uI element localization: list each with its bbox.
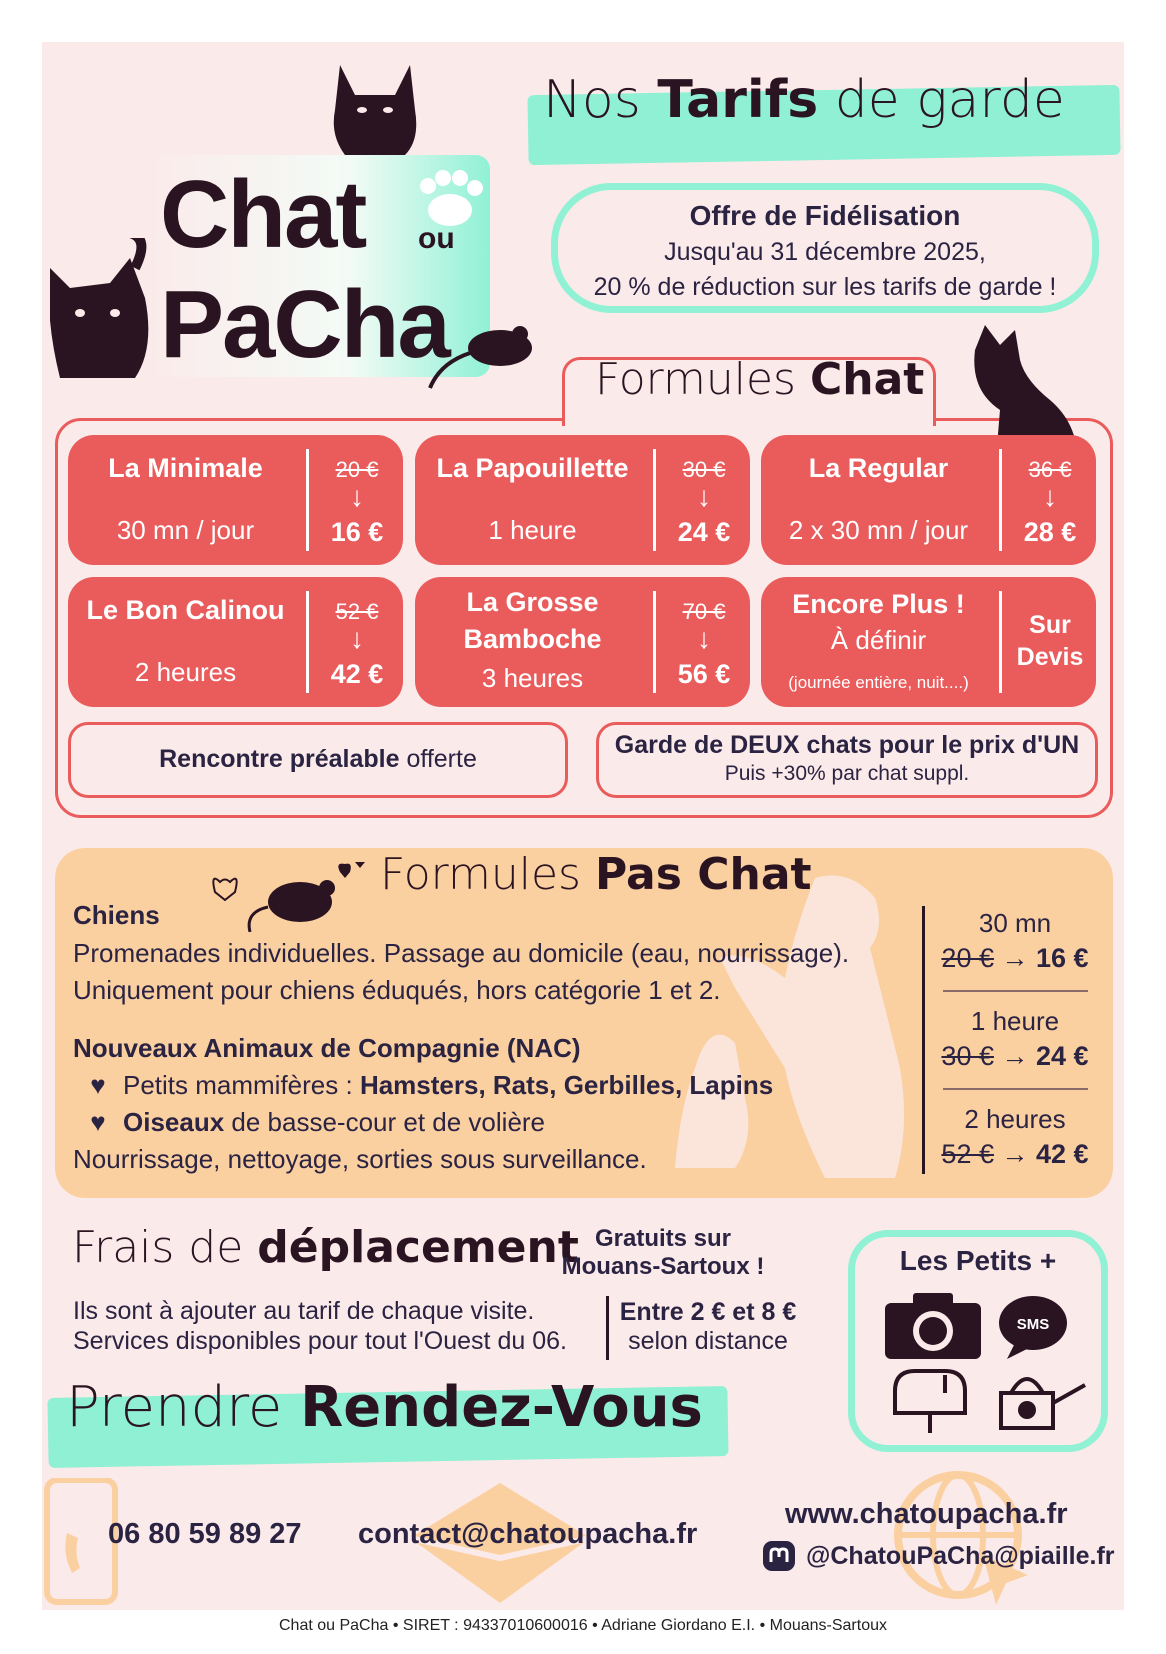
- mouse-hearts-illustration: [205, 862, 375, 932]
- price-separator: [943, 1088, 1088, 1090]
- heart-icon: ♥: [90, 1107, 106, 1137]
- pas-chat-price-30mn: [935, 908, 1095, 974]
- chiens-line1: Promenades individuelles. Passage au domicile (eau, nourrissage).: [73, 938, 850, 968]
- card-arrow: ↓: [697, 623, 711, 654]
- price-column-divider: [922, 906, 925, 1174]
- card-le-bon-calinou: [68, 577, 403, 707]
- nac-line3: Nourrissage, nettoyage, sorties sous surveillance.: [73, 1144, 647, 1174]
- card-arrow: ↓: [350, 481, 364, 512]
- logo-line1: Chat: [160, 161, 366, 268]
- two-cats-box: [596, 722, 1098, 798]
- card-divider: [306, 591, 309, 693]
- mastodon-icon: [762, 1540, 796, 1576]
- logo-line2: PaCha: [160, 271, 449, 378]
- nac-item-mammals: [73, 1070, 773, 1101]
- nac-title: Nouveaux Animaux de Compagnie (NAC): [73, 1033, 581, 1063]
- two-cats-sub: Puis +30% par chat suppl.: [724, 762, 970, 785]
- price-new: 24 €: [1036, 1041, 1089, 1071]
- card-name: La Minimale: [108, 453, 263, 483]
- card-duration: 3 heures: [481, 663, 584, 693]
- loyalty-line2: 20 % de réduction sur les tarifs de garde !: [593, 273, 1057, 301]
- logo-ou: ou: [418, 222, 455, 255]
- card-old-price: 20 €: [335, 457, 379, 482]
- rdv-title-pre: Prendre: [66, 1375, 283, 1440]
- peeking-cat-illustration: [50, 238, 150, 378]
- card-arrow: ↓: [1043, 481, 1057, 512]
- formules-chat-title-pre: Formules: [595, 354, 796, 405]
- loyalty-offer-box: [551, 183, 1099, 313]
- card-divider: [999, 449, 1002, 551]
- card-arrow: ↓: [350, 623, 364, 654]
- heart-icon: ♥: [90, 1070, 106, 1100]
- phone-number[interactable]: 06 80 59 89 27: [108, 1518, 302, 1550]
- card-duration: 30 mn / jour: [116, 515, 255, 545]
- card-new-price: 28 €: [1023, 517, 1077, 547]
- card-duration: 1 heure: [488, 515, 577, 545]
- formules-pas-chat-title-bold: Pas Chat: [594, 849, 812, 900]
- title-pre: Nos: [543, 70, 641, 130]
- globe-cursor-icon: [888, 1465, 1038, 1610]
- nac-item1-bold: Hamsters, Rats, Gerbilles, Lapins: [359, 1070, 774, 1100]
- frais-free-line1: Gratuits sur: [594, 1225, 732, 1252]
- frais-line2: Services disponibles pour tout l'Ouest du 06.: [73, 1327, 567, 1355]
- dog-silhouette-illustration: [675, 868, 975, 1178]
- formules-chat-title-bold: Chat: [809, 354, 925, 405]
- watering-can-icon: [993, 1363, 1093, 1435]
- card-duration: 2 x 30 mn / jour: [788, 515, 969, 545]
- price-old: 52 €: [941, 1139, 994, 1169]
- sms-icon: [995, 1293, 1075, 1361]
- price-duration: 2 heures: [964, 1104, 1066, 1134]
- card-name: Encore Plus !: [792, 589, 965, 619]
- loyalty-title: Offre de Fidélisation: [689, 200, 961, 231]
- card-subtitle: À définir: [830, 625, 927, 655]
- title-bold: Tarifs: [657, 70, 819, 130]
- petits-plus-title: Les Petits +: [899, 1245, 1057, 1276]
- card-old-price: 36 €: [1028, 457, 1072, 482]
- price-arrow: →: [1001, 1139, 1029, 1169]
- card-note: (journée entière, nuit....): [788, 673, 969, 692]
- formules-chat-title: [595, 354, 924, 405]
- chiens-line2: Uniquement pour chiens éduqués, hors catégorie 1 et 2.: [73, 975, 721, 1005]
- card-divider: [653, 449, 656, 551]
- loyalty-line1: Jusqu'au 31 décembre 2025,: [664, 238, 986, 266]
- page-title: [543, 70, 1065, 130]
- petits-plus-box: [848, 1230, 1108, 1452]
- pas-chat-price-1h: [935, 1006, 1095, 1072]
- price-new: 16 €: [1036, 943, 1089, 973]
- price-old: 30 €: [941, 1041, 994, 1071]
- card-old-price: 52 €: [335, 599, 379, 624]
- card-name-line2: Bamboche: [463, 624, 602, 654]
- frais-title-bold: déplacement: [257, 1222, 579, 1273]
- meeting-rest: offerte: [406, 745, 477, 773]
- pas-chat-price-2h: [935, 1104, 1095, 1170]
- card-la-regular: [761, 435, 1096, 565]
- frais-divider: [606, 1296, 609, 1360]
- formules-pas-chat-box: [55, 848, 1113, 1198]
- price-old: 20 €: [941, 943, 994, 973]
- nac-item1-pre: Petits mammifères :: [123, 1070, 360, 1100]
- mailbox-icon: [885, 1363, 975, 1433]
- card-name: La Regular: [808, 453, 949, 483]
- frais-free-line2: Mouans-Sartoux !: [561, 1253, 765, 1280]
- price-arrow: →: [1001, 1041, 1029, 1071]
- card-arrow: ↓: [697, 481, 711, 512]
- frais-free: [538, 1225, 788, 1281]
- price-new: 42 €: [1036, 1139, 1089, 1169]
- website-link[interactable]: www.chatoupacha.fr: [785, 1498, 1068, 1530]
- card-duration: 2 heures: [134, 657, 237, 687]
- frais-title: [72, 1222, 579, 1273]
- card-la-grosse-bamboche: [415, 577, 750, 707]
- mastodon-handle[interactable]: @ChatouPaCha@piaille.fr: [806, 1542, 1115, 1570]
- card-new-price: 16 €: [330, 517, 384, 547]
- meeting-bold: Rencontre préalable: [159, 745, 400, 773]
- price-duration: 1 heure: [970, 1006, 1060, 1036]
- frais-title-pre: Frais de: [72, 1222, 244, 1273]
- email-address[interactable]: contact@chatoupacha.fr: [358, 1518, 698, 1550]
- title-post: de garde: [834, 70, 1065, 130]
- frais-range: [618, 1298, 798, 1356]
- card-la-papouillette: [415, 435, 750, 565]
- chiens-title: Chiens: [73, 900, 160, 930]
- rdv-title-bold: Rendez-Vous: [300, 1375, 703, 1440]
- nac-item2-rest: de basse-cour et de volière: [224, 1107, 546, 1137]
- mouse-illustration: [420, 318, 540, 393]
- sms-icon-label: SMS: [1016, 1316, 1050, 1333]
- card-old-price: 70 €: [682, 599, 726, 624]
- card-name: Le Bon Calinou: [86, 595, 285, 625]
- nac-item-birds: [73, 1107, 545, 1138]
- card-new-price: 42 €: [330, 659, 384, 689]
- card-new-price: 56 €: [677, 659, 731, 689]
- card-old-price: 30 €: [682, 457, 726, 482]
- rdv-title: [66, 1375, 703, 1440]
- two-cats-title: Garde de DEUX chats pour le prix d'UN: [614, 731, 1080, 759]
- meeting-box: [68, 722, 568, 798]
- card-divider: [306, 449, 309, 551]
- frais-range-line2: selon distance: [628, 1327, 788, 1355]
- card-quote-line1: Sur: [1029, 611, 1071, 639]
- paw-icon: [410, 170, 490, 230]
- card-divider: [999, 591, 1002, 693]
- card-new-price: 24 €: [677, 517, 731, 547]
- card-la-minimale: [68, 435, 403, 565]
- price-separator: [943, 990, 1088, 992]
- card-divider: [653, 591, 656, 693]
- card-name-line1: La Grosse: [466, 587, 599, 617]
- formules-pas-chat-title-pre: Formules: [380, 849, 581, 900]
- nac-item2-bold: Oiseaux: [123, 1107, 225, 1137]
- price-arrow: →: [1001, 943, 1029, 973]
- footer-legal: Chat ou PaCha • SIRET : 94337010600016 • Adriane Giordano E.I. • Mouans-Sartoux: [279, 1617, 887, 1634]
- card-encore-plus: [761, 577, 1096, 707]
- camera-icon: [883, 1289, 983, 1361]
- frais-line1: Ils sont à ajouter au tarif de chaque visite.: [73, 1297, 535, 1325]
- card-quote-line2: Devis: [1016, 643, 1084, 671]
- price-duration: 30 mn: [978, 908, 1052, 938]
- formules-pas-chat-title: [380, 849, 812, 900]
- frais-range-line1: Entre 2 € et 8 €: [619, 1298, 797, 1326]
- card-name: La Papouillette: [436, 453, 629, 483]
